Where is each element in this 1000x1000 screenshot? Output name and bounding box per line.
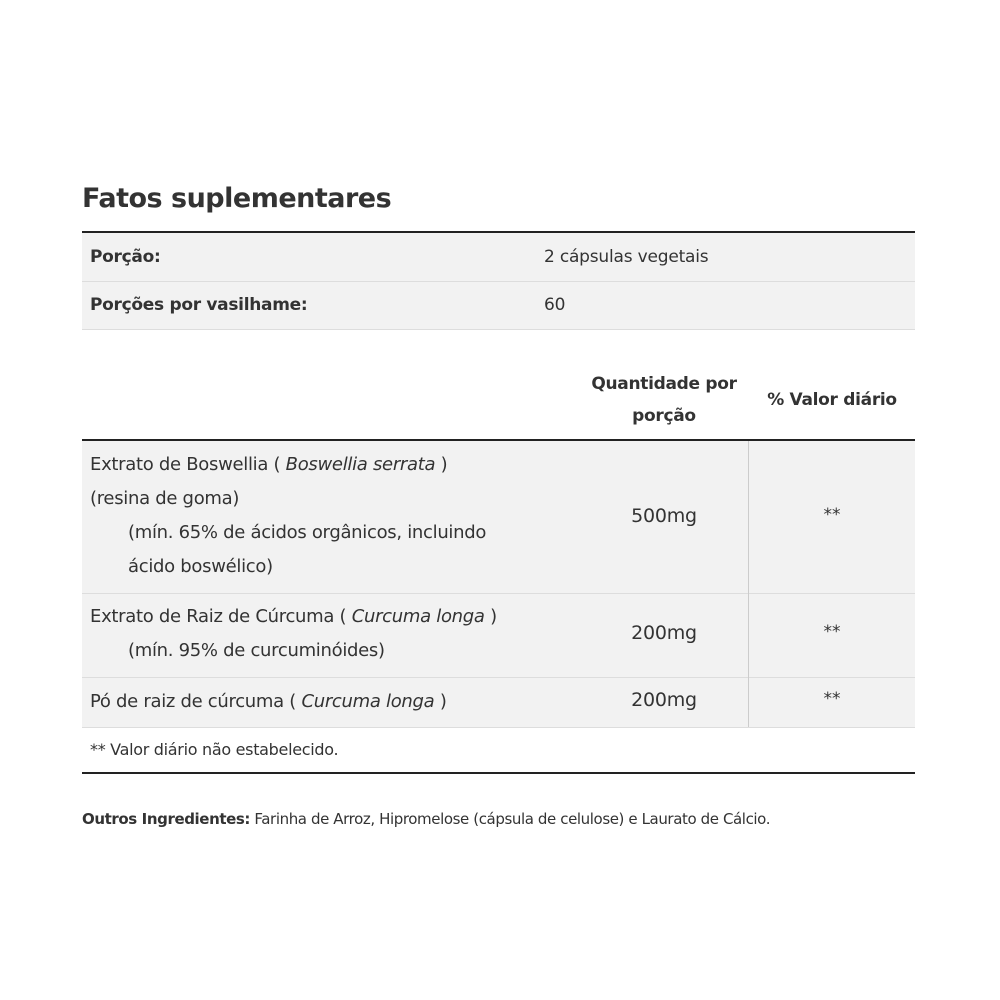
ingredient-name: Pó de raiz de cúrcuma ( Curcuma longa ) — [90, 691, 447, 712]
other-ingredients-label: Outros Ingredientes: — [82, 810, 251, 828]
amount-header — [584, 368, 744, 432]
ingredient-dv: ** — [823, 622, 841, 642]
divider — [82, 329, 915, 330]
amount-header-line1: Quantidade por — [591, 374, 737, 394]
ingredient-amount: 200mg — [631, 622, 697, 644]
page-title: Fatos suplementares — [82, 183, 392, 214]
serving-value: 2 cápsulas vegetais — [544, 247, 709, 267]
footnote: ** Valor diário não estabelecido. — [90, 740, 339, 759]
amount-header-line2: porção — [632, 406, 696, 426]
servings-label: Porções por vasilhame: — [90, 295, 308, 315]
column-divider — [748, 441, 749, 727]
ingredient-name: Extrato de Raiz de Cúrcuma ( Curcuma longa ) (mín. 95% de curcuminóides) — [90, 606, 497, 661]
serving-row — [82, 233, 915, 281]
other-ingredients — [82, 810, 770, 828]
servings-value: 60 — [544, 295, 566, 315]
ingredient-name: Extrato de Boswellia ( Boswellia serrata ) (resina de goma) (mín. 65% de ácidos orgânicos, incluindo ácido boswélico) — [90, 454, 487, 577]
ingredient-dv: ** — [823, 689, 841, 709]
bottom-rule — [82, 772, 915, 774]
daily-value-header: % Valor diário — [767, 390, 897, 410]
ingredient-amount: 500mg — [631, 505, 697, 527]
divider — [82, 727, 915, 728]
ingredient-amount: 200mg — [631, 689, 697, 711]
serving-label: Porção: — [90, 247, 161, 267]
other-ingredients-value: Farinha de Arroz, Hipromelose (cápsula de celulose) e Laurato de Cálcio. — [254, 810, 771, 828]
ingredient-dv: ** — [823, 505, 841, 525]
